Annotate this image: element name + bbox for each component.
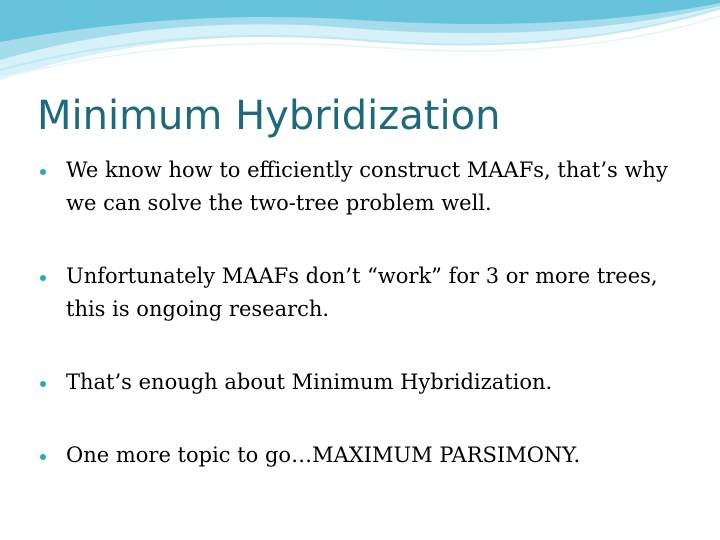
bullet-dot-icon [40, 169, 46, 175]
bullet-item [36, 366, 676, 399]
bullet-item [36, 439, 676, 472]
bullet-text: Unfortunately MAAFs don’t “work” for 3 or more trees, this is ongoing research. [66, 264, 658, 321]
header-wave-decoration [0, 0, 720, 90]
bullet-dot-icon [40, 454, 46, 460]
bullet-item [36, 260, 676, 326]
bullet-list [36, 154, 676, 472]
bullet-text: That’s enough about Minimum Hybridization. [66, 370, 553, 394]
bullet-text: One more topic to go…MAXIMUM PARSIMONY. [66, 443, 581, 467]
bullet-dot-icon [40, 381, 46, 387]
bullet-item [36, 154, 676, 220]
bullet-text: We know how to efficiently construct MAAFs, that’s why we can solve the two-tree problem well. [66, 158, 668, 215]
bullet-dot-icon [40, 275, 46, 281]
slide-title: Minimum Hybridization [37, 93, 501, 139]
